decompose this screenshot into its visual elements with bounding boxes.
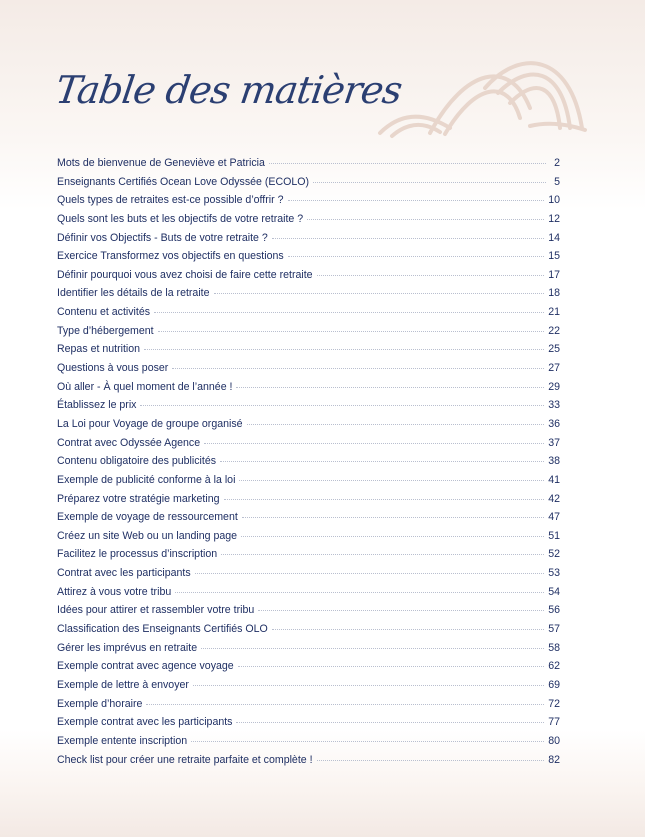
dot-leader: [258, 610, 544, 611]
toc-entry-page-number: 12: [548, 212, 560, 225]
toc-entry-label: Exemple de voyage de ressourcement: [57, 511, 238, 524]
dot-leader: [238, 666, 545, 667]
toc-entry[interactable]: [57, 679, 560, 698]
toc-entry-label: Contrat avec Odyssée Agence: [57, 436, 201, 449]
toc-entry[interactable]: [57, 306, 560, 325]
toc-entry-page-number: 53: [548, 567, 560, 580]
dot-leader: [269, 163, 546, 164]
dot-leader: [241, 536, 544, 537]
toc-entry[interactable]: [57, 716, 560, 735]
toc-entry-label: Classification des Enseignants Certifiés OLO: [57, 623, 268, 636]
toc-entry-page-number: 57: [548, 623, 560, 636]
toc-entry[interactable]: [57, 474, 560, 493]
toc-entry-label: Exemple de publicité conforme à la loi: [57, 473, 236, 486]
toc-entry-page-number: 47: [548, 511, 560, 524]
toc-entry[interactable]: [57, 455, 560, 474]
page-title: Table des matières: [52, 68, 405, 112]
toc-entry[interactable]: [57, 530, 560, 549]
toc-entry-page-number: 14: [548, 231, 560, 244]
toc-entry-page-number: 2: [554, 157, 560, 169]
toc-entry-page-number: 51: [548, 529, 560, 542]
wave-decoration-icon: [370, 48, 600, 143]
dot-leader: [175, 592, 544, 593]
toc-entry-label: Mots de bienvenue de Geneviève et Patricia: [57, 157, 265, 169]
toc-entry-page-number: 62: [548, 660, 560, 673]
toc-entry-page-number: 82: [548, 753, 560, 766]
toc-entry-page-number: 21: [548, 306, 560, 319]
toc-entry[interactable]: [57, 623, 560, 642]
toc-entry-label: Exemple contrat avec les participants: [57, 716, 233, 729]
toc-entry-page-number: 22: [548, 324, 560, 337]
toc-entry-label: Où aller - À quel moment de l’année !: [57, 380, 233, 393]
dot-leader: [224, 499, 545, 500]
dot-leader: [317, 760, 545, 761]
dot-leader: [317, 275, 545, 276]
toc-entry[interactable]: [57, 493, 560, 512]
toc-entry-label: Attirez à vous votre tribu: [57, 585, 172, 598]
toc-entry-page-number: 77: [548, 716, 560, 729]
toc-entry[interactable]: [57, 418, 560, 437]
toc-entry-label: Contenu obligatoire des publicités: [57, 455, 217, 468]
toc-entry[interactable]: [57, 194, 560, 213]
toc-entry[interactable]: [57, 586, 560, 605]
toc-entry-label: Exemple de lettre à envoyer: [57, 678, 189, 691]
toc-entry[interactable]: [57, 548, 560, 567]
dot-leader: [288, 200, 545, 201]
toc-entry[interactable]: [57, 660, 560, 679]
toc-entry-label: La Loi pour Voyage de groupe organisé: [57, 417, 243, 430]
toc-entry-label: Identifier les détails de la retraite: [57, 287, 210, 300]
dot-leader: [236, 387, 544, 388]
toc-entry[interactable]: [57, 567, 560, 586]
dot-leader: [313, 182, 546, 183]
toc-entry[interactable]: [57, 269, 560, 288]
toc-entry[interactable]: [57, 642, 560, 661]
table-of-contents: [57, 157, 560, 772]
toc-entry-label: Définir pourquoi vous avez choisi de faire cette retraite: [57, 268, 313, 281]
toc-entry[interactable]: [57, 437, 560, 456]
dot-leader: [272, 238, 544, 239]
toc-entry-page-number: 56: [548, 604, 560, 617]
toc-entry-label: Type d’hébergement: [57, 324, 154, 337]
toc-entry[interactable]: [57, 754, 560, 773]
toc-entry-label: Contrat avec les participants: [57, 567, 191, 580]
toc-entry-label: Gérer les imprévus en retraite: [57, 641, 198, 654]
toc-entry-page-number: 10: [548, 194, 560, 207]
toc-entry-label: Définir vos Objectifs - Buts de votre retraite ?: [57, 231, 268, 244]
toc-entry-page-number: 17: [548, 268, 560, 281]
toc-entry[interactable]: [57, 362, 560, 381]
toc-entry-label: Enseignants Certifiés Ocean Love Odyssée (ECOLO): [57, 175, 310, 188]
toc-entry[interactable]: [57, 287, 560, 306]
toc-entry[interactable]: [57, 399, 560, 418]
toc-entry[interactable]: [57, 213, 560, 232]
toc-entry-page-number: 18: [548, 287, 560, 300]
toc-entry[interactable]: [57, 604, 560, 623]
toc-entry-page-number: 54: [548, 585, 560, 598]
dot-leader: [204, 443, 544, 444]
toc-entry[interactable]: [57, 325, 560, 344]
dot-leader: [195, 573, 545, 574]
toc-entry-label: Questions à vous poser: [57, 362, 169, 375]
dot-leader: [236, 722, 544, 723]
toc-entry-label: Idées pour attirer et rassembler votre tribu: [57, 604, 255, 617]
toc-entry-label: Préparez votre stratégie marketing: [57, 492, 220, 505]
toc-entry-label: Exercice Transformez vos objectifs en questions: [57, 250, 284, 263]
dot-leader: [146, 704, 544, 705]
dot-leader: [214, 293, 545, 294]
dot-leader: [242, 517, 544, 518]
dot-leader: [158, 331, 545, 332]
dot-leader: [140, 405, 544, 406]
toc-entry-page-number: 69: [548, 678, 560, 691]
toc-entry-label: Contenu et activités: [57, 306, 151, 319]
toc-entry-label: Quels sont les buts et les objectifs de votre retraite ?: [57, 212, 304, 225]
toc-entry-page-number: 5: [554, 175, 560, 188]
toc-entry[interactable]: [57, 698, 560, 717]
toc-entry-page-number: 42: [548, 492, 560, 505]
dot-leader: [220, 461, 544, 462]
dot-leader: [154, 312, 544, 313]
toc-entry-page-number: 33: [548, 399, 560, 412]
toc-entry-label: Exemple contrat avec agence voyage: [57, 660, 234, 673]
dot-leader: [288, 256, 545, 257]
toc-entry-page-number: 72: [548, 697, 560, 710]
toc-entry-page-number: 25: [548, 343, 560, 356]
toc-entry-label: Check list pour créer une retraite parfaite et complète !: [57, 753, 313, 766]
dot-leader: [307, 219, 544, 220]
dot-leader: [221, 554, 544, 555]
dot-leader: [201, 648, 544, 649]
toc-entry-page-number: 36: [548, 417, 560, 430]
toc-entry-label: Quels types de retraites est-ce possible d’offrir ?: [57, 194, 284, 207]
toc-entry[interactable]: [57, 250, 560, 269]
toc-entry[interactable]: [57, 343, 560, 362]
toc-entry[interactable]: [57, 381, 560, 400]
toc-entry-page-number: 15: [548, 250, 560, 263]
toc-entry-page-number: 41: [548, 473, 560, 486]
toc-entry-page-number: 80: [548, 734, 560, 747]
toc-entry[interactable]: [57, 735, 560, 754]
dot-leader: [239, 480, 544, 481]
toc-entry-page-number: 38: [548, 455, 560, 468]
toc-entry[interactable]: [57, 232, 560, 251]
toc-entry[interactable]: [57, 176, 560, 195]
dot-leader: [272, 629, 544, 630]
toc-entry-page-number: 29: [548, 380, 560, 393]
toc-entry[interactable]: [57, 157, 560, 176]
toc-entry-label: Repas et nutrition: [57, 343, 141, 356]
toc-entry-page-number: 58: [548, 641, 560, 654]
dot-leader: [191, 741, 544, 742]
toc-entry[interactable]: [57, 511, 560, 530]
dot-leader: [193, 685, 544, 686]
toc-entry-page-number: 52: [548, 548, 560, 561]
dot-leader: [172, 368, 544, 369]
toc-entry-page-number: 37: [548, 436, 560, 449]
toc-entry-label: Exemple d’horaire: [57, 697, 143, 710]
toc-entry-page-number: 27: [548, 362, 560, 375]
dot-leader: [144, 349, 544, 350]
toc-entry-label: Exemple entente inscription: [57, 734, 188, 747]
toc-entry-label: Établissez le prix: [57, 399, 137, 412]
toc-entry-label: Créez un site Web ou un landing page: [57, 529, 238, 542]
toc-entry-label: Facilitez le processus d’inscription: [57, 548, 218, 561]
dot-leader: [247, 424, 545, 425]
